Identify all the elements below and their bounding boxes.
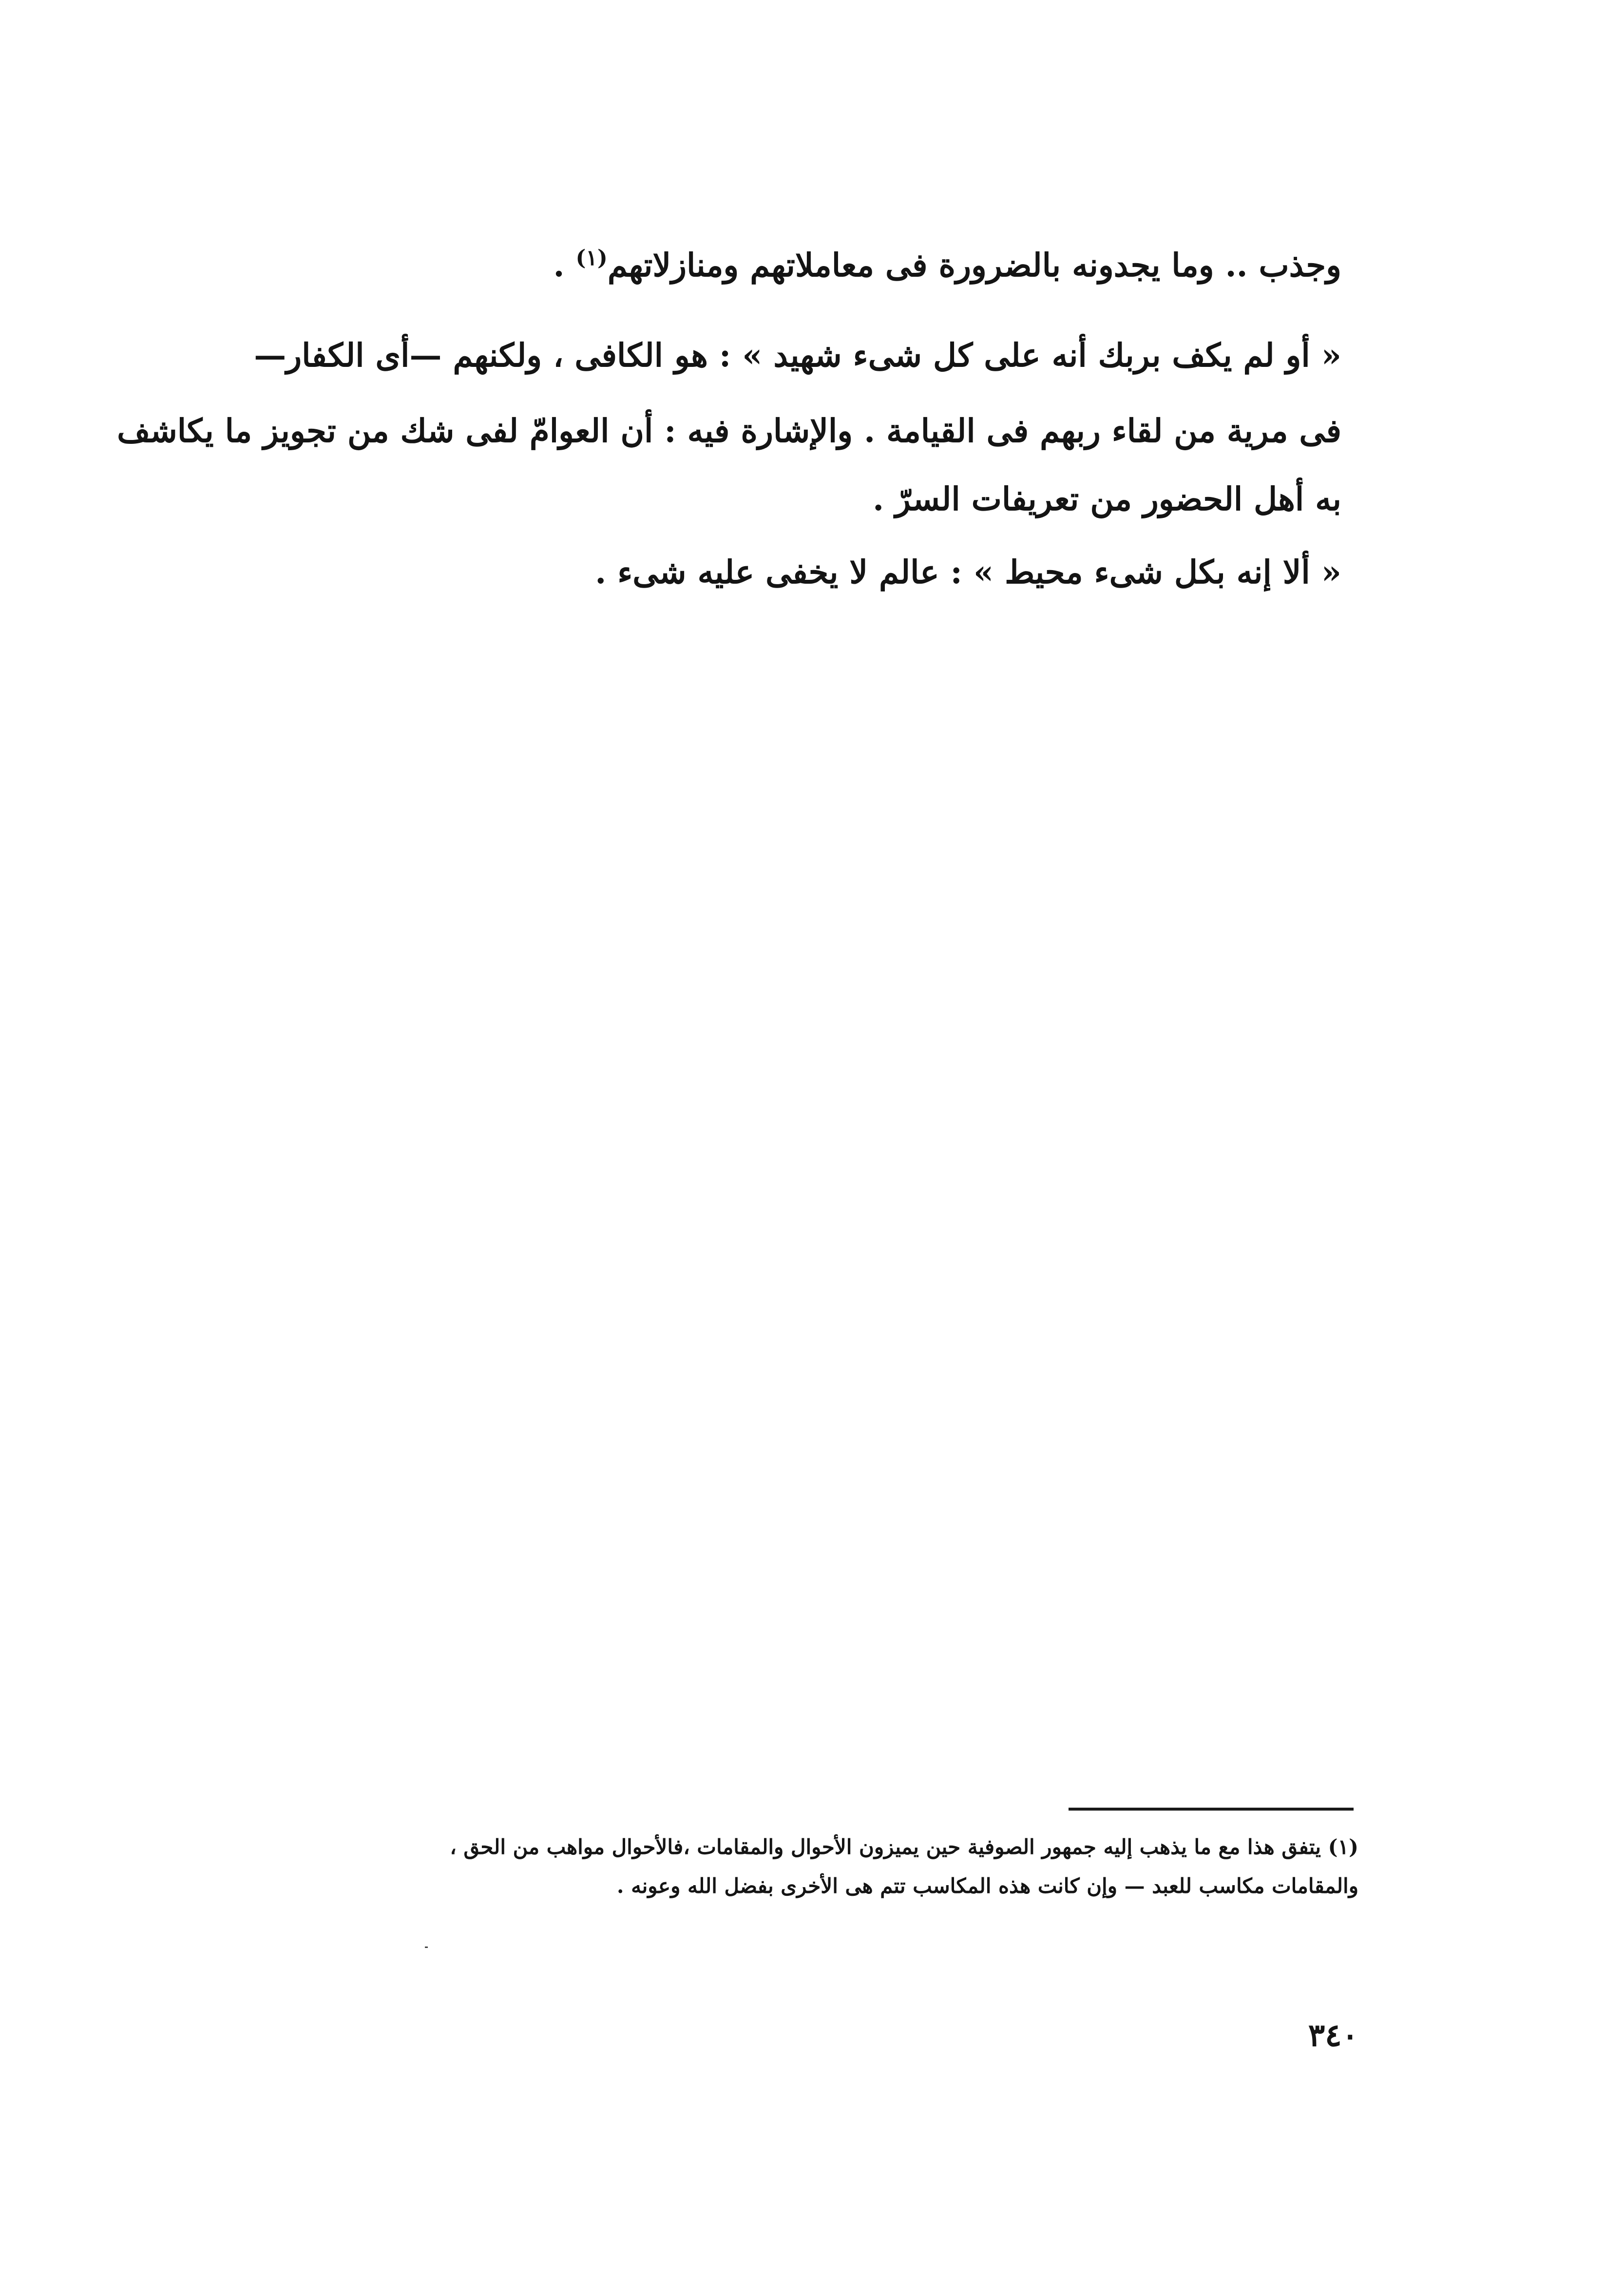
body-line-2: « أو لم يكف بربك أنه على كل شىء شهيد » : هو الكافى ، ولكنهم —أى الكفار— <box>254 336 1341 374</box>
page-number: ٣٤٠ <box>1308 2017 1358 2054</box>
footnote-line-1: (١) يتفق هذا مع ما يذهب إليه جمهور الصوفية حين يميزون الأحوال والمقامات ،فالأحوال مواهب من الحق ، <box>450 1835 1358 1859</box>
body-line-1-end: . <box>553 246 576 284</box>
body-line-1 <box>279 246 1341 285</box>
footnote-line-2: والمقامات مكاسب للعبد — وإن كانت هذه المكاسب تتم هى الأخرى بفضل الله وعونه . <box>616 1874 1358 1898</box>
body-line-5: « ألا إنه بكل شىء محيط » : عالم لا يخفى عليه شىء . <box>595 553 1341 591</box>
body-line-1-text: وجذب .. وما يجدونه بالضرورة فى معاملاتهم ومنازلاتهم <box>607 246 1341 284</box>
footnote-separator <box>1069 1808 1354 1811</box>
scan-speck <box>425 1947 428 1948</box>
body-line-4: به أهل الحضور من تعريفات السرّ . <box>873 480 1341 518</box>
body-line-3: فى مرية من لقاء ربهم فى القيامة . والإشارة فيه : أن العوامّ لفى شك من تجويز ما يكاشف <box>117 412 1341 450</box>
footnote-marker: (١) <box>575 246 608 270</box>
